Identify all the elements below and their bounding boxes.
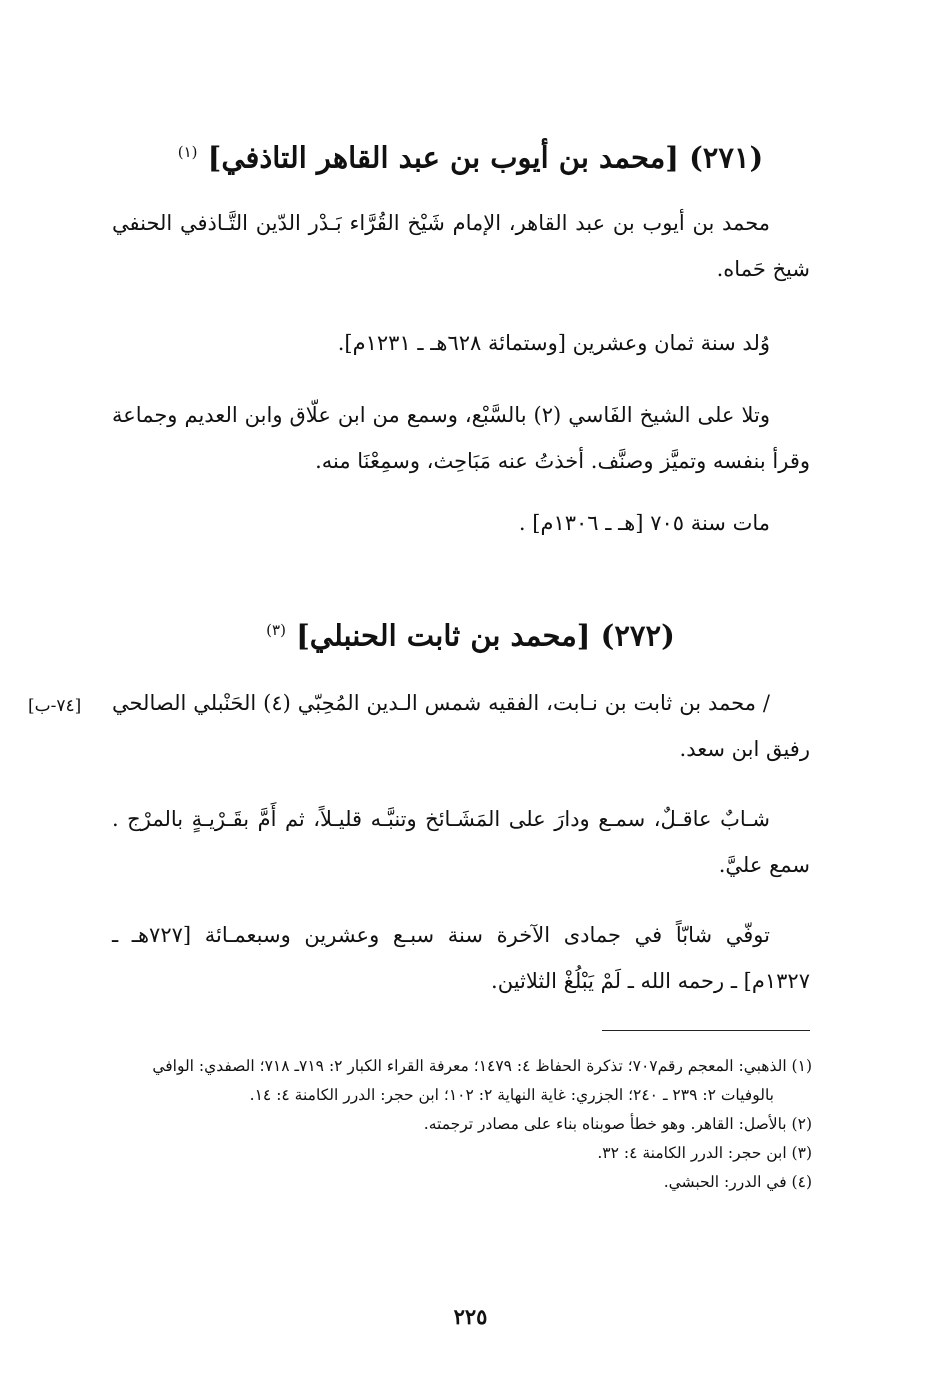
footnote-3: (٣) ابن حجر: الدرر الكامنة ٤: ٣٢. xyxy=(597,1144,812,1162)
page-number: ٢٢٥ xyxy=(453,1304,488,1329)
footnote-1: (١) الذهبي: المعجم رقم٧٠٧؛ تذكرة الحفاظ ٤: ١٤٧٩؛ معرفة القراء الكبار ٢: ٧١٩ـ ٧١٨؛ الصفدي: الوافي بالوفيات ٢: ٢٣٩ ـ ٢٤٠؛ الجزري: غاية النهاية ٢: ١٠٢؛ ابن حجر: الدرر الكامنة ٤: ١٤. xyxy=(152,1057,812,1104)
footnote-marker: (٣) xyxy=(266,621,286,639)
entry-heading-272 xyxy=(0,610,941,656)
footnote-marker: (١) xyxy=(177,143,198,161)
paragraph-271-birth: وُلد سنة ثمان وعشرين [وستمائة ٦٢٨هـ ـ ١٢٣١م]. xyxy=(337,331,770,355)
heading-text: (٢٧٢) [محمد بن ثابت الحنبلي] xyxy=(296,618,675,653)
paragraph-271-death: مات سنة ٧٠٥ [هـ ـ ١٣٠٦م] . xyxy=(518,511,770,535)
heading-text: (٢٧١) [محمد بن أيوب بن عبد القاهر التاذفي] xyxy=(207,140,764,175)
paragraph-272-bio: شـابٌ عاقـلٌ، سمـع ودارَ على المَشَـائخ وتنبَّـه قليـلاً، ثم أَمَّ بقَـرْيـةٍ بالمرْج . سمع عليَّ. xyxy=(112,807,810,877)
footnote-2: (٢) بالأصل: القاهر. وهو خطأ صوبناه بناء على مصادر ترجمته. xyxy=(423,1115,812,1133)
entry-heading-271 xyxy=(0,132,941,178)
paragraph-271-name: محمد بن أيوب بن عبد القاهر، الإمام شَيْخ القُرَّاء بَـدْر الدّين التَّـاذفي الحنفي شيخ حَماه. xyxy=(112,211,810,281)
paragraph-272-death: توفّي شابّاً في جمادى الآخرة سنة سبـع وعشرين وسبعمـائة [٧٢٧هـ ـ ١٣٢٧م] ـ رحمه الله ـ لَمْ يَبْلُغْ الثلاثين. xyxy=(112,923,810,993)
paragraph-272-name: / محمد بن ثابت بن نـابت، الفقيه شمس الـدين المُحِبّي (٤) الحَنْبلي الصالحي رفيق ابن سعد. xyxy=(112,691,810,761)
footnote-separator xyxy=(602,1030,810,1031)
footnotes xyxy=(112,1052,812,1197)
margin-folio-reference: [٧٤-ب] xyxy=(28,696,82,716)
footnote-4: (٤) في الدرر: الحبشي. xyxy=(663,1173,812,1191)
paragraph-271-study: وتلا على الشيخ الفَاسي (٢) بالسَّبْع، وسمع من ابن علّاق وابن العديم وجماعة وقرأ بنفسه وتميَّز وصنَّف. أخذتُ عنه مَبَاحِث، وسمِعْنَا منه. xyxy=(112,403,810,473)
